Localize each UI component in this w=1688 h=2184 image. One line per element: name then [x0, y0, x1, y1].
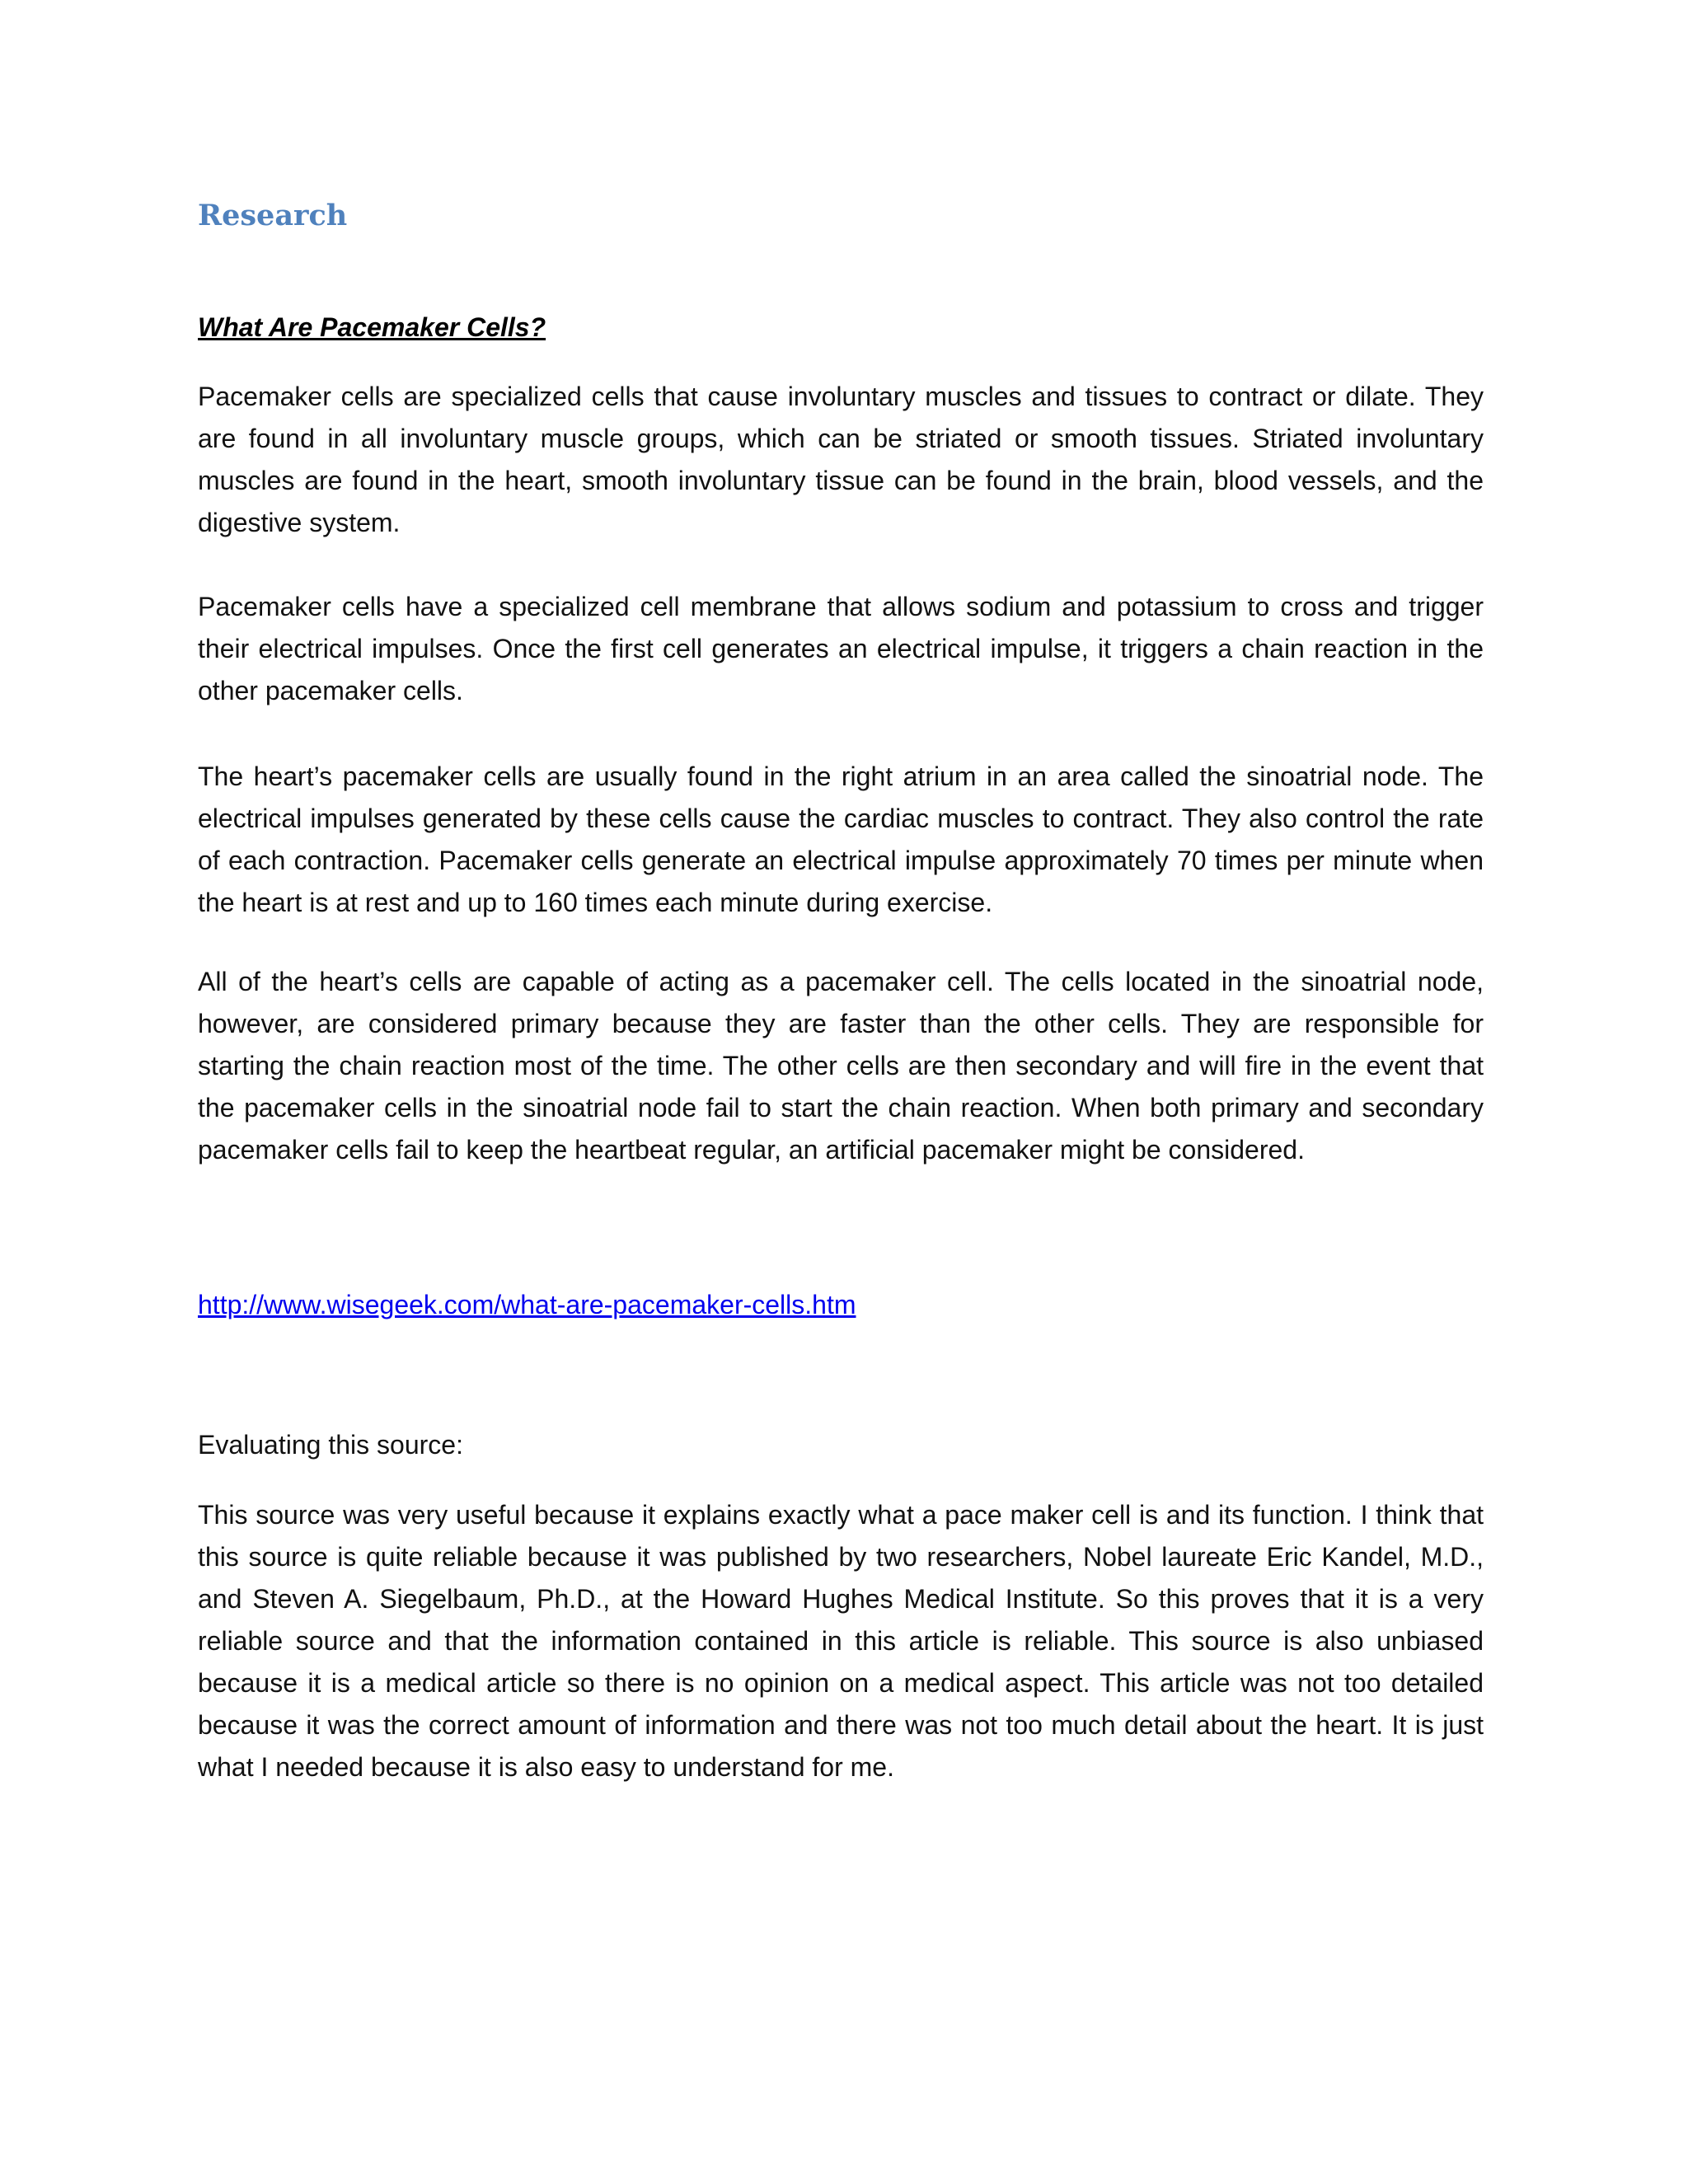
subsection-title: What Are Pacemaker Cells?: [198, 312, 546, 342]
evaluation-paragraph: This source was very useful because it explains exactly what a pace maker cell is and its function. I think that this source is quite reliable because it was published by two researchers, Nobel laureate Eric Kandel, M.D., and Steven A. Siegelbaum, Ph.D., at the Howard Hughes Medical Institute. So this proves that it is a very reliable source and that the information contained in this article is reliable. This source is also unbiased because it is a medical article so there is no opinion on a medical aspect. This article was not too detailed because it was the correct amount of information and there was not too much detail about the heart. It is just what I needed because it is also easy to understand for me.: [198, 1500, 1484, 1782]
paragraph-3: The heart’s pacemaker cells are usually found in the right atrium in an area called the sinoatrial node. The electrical impulses generated by these cells cause the cardiac muscles to contract. They also control the rate of each contraction. Pacemaker cells generate an electrical impulse approximately 70 times per minute when the heart is at rest and up to 160 times each minute during exercise.: [198, 762, 1484, 917]
source-link[interactable]: http://www.wisegeek.com/what-are-pacemaker-cells.htm: [198, 1290, 856, 1319]
paragraph-1: Pacemaker cells are specialized cells that cause involuntary muscles and tissues to contract or dilate. They are found in all involuntary muscle groups, which can be striated or smooth tissues. Striated involuntary muscles are found in the heart, smooth involuntary tissue can be found in the brain, blood vessels, and the digestive system.: [198, 382, 1484, 537]
paragraph-4: All of the heart’s cells are capable of acting as a pacemaker cell. The cells located in the sinoatrial node, however, are considered primary because they are faster than the other cells. They are responsible for starting the chain reaction most of the time. The other cells are then secondary and will fire in the event that the pacemaker cells in the sinoatrial node fail to start the chain reaction. When both primary and secondary pacemaker cells fail to keep the heartbeat regular, an artificial pacemaker might be considered.: [198, 967, 1484, 1165]
section-heading: Research: [198, 199, 348, 232]
paragraph-2: Pacemaker cells have a specialized cell membrane that allows sodium and potassium to cross and trigger their electrical impulses. Once the first cell generates an electrical impulse, it triggers a chain reaction in the other pacemaker cells.: [198, 592, 1484, 705]
evaluation-label: Evaluating this source:: [198, 1430, 463, 1460]
